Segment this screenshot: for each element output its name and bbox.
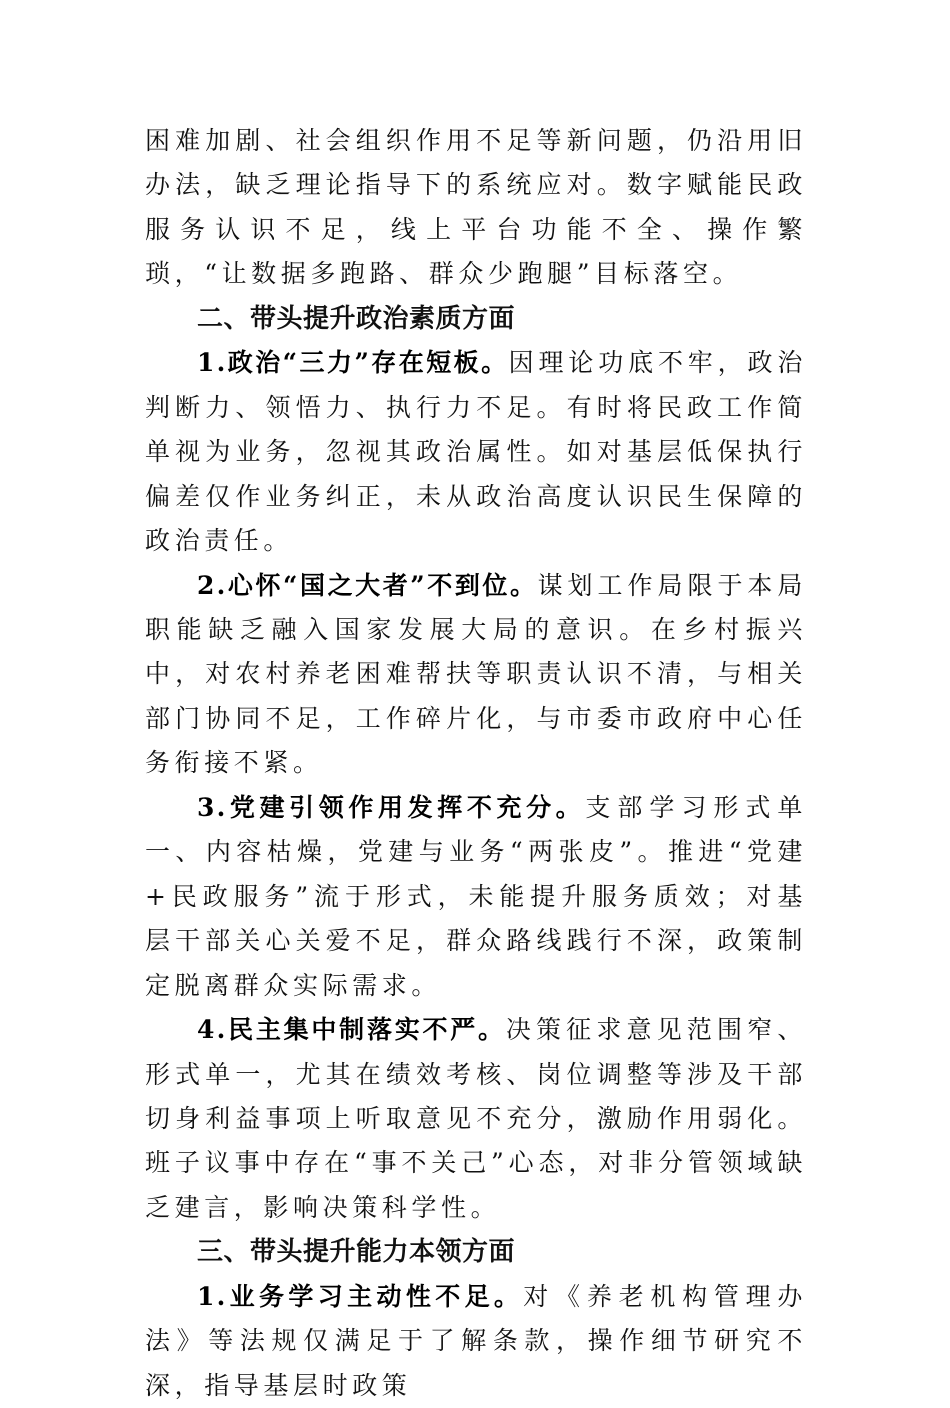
item-lead: 3.党建引领作用发挥不充分。 [197, 792, 586, 822]
item-lead: 4.民主集中制落实不严。 [197, 1015, 506, 1045]
item-paragraph [145, 1008, 807, 1230]
section-heading-political-quality: 二、带头提升政治素质方面 [197, 303, 516, 334]
item-lead: 1.政治“三力”存在短板。 [197, 348, 509, 378]
item-paragraph [145, 786, 807, 1008]
item-body: 对《养老机构管理办法》等法规仅满足于了解条款，操作细节研究不深，指导基层时政策 [145, 1281, 808, 1400]
document-page [145, 119, 807, 1408]
item-lead: 1.业务学习主动性不足。 [197, 1281, 524, 1311]
item-paragraph [145, 341, 807, 563]
item-paragraph [145, 564, 807, 786]
section-heading-capability: 三、带头提升能力本领方面 [197, 1237, 516, 1268]
item-body: 决策征求意见范围窄、形式单一，尤其在绩效考核、岗位调整等涉及干部切身利益事项上听取意见不充分，激励作用弱化。班子议事中存在“事不关己”心态，对非分管领域缺乏建言，影响决策科学性。 [145, 1015, 807, 1222]
item-body: 支部学习形式单一、内容枯燥，党建与业务“两张皮”。推进“党建+民政服务”流于形式，未能提升服务质效；对基层干部关心关爱不足，群众路线践行不深，政策制定脱离群众实际需求。 [145, 792, 808, 1000]
item-body: 谋划工作局限于本局职能缺乏融入国家发展大局的意识。在乡村振兴中，对农村养老困难帮扶等职责认识不清，与相关部门协同不足，工作碎片化，与市委市政府中心任务衔接不紧。 [145, 570, 807, 778]
intro-paragraph: 困难加剧、社会组织作用不足等新问题，仍沿用旧办法，缺乏理论指导下的系统应对。数字赋能民政服务认识不足，线上平台功能不全、操作繁琐，“让数据多跑路、群众少跑腿”目标落空。 [145, 126, 807, 289]
item-paragraph [145, 1275, 807, 1408]
item-body: 因理论功底不牢，政治判断力、领悟力、执行力不足。有时将民政工作简单视为业务，忽视其政治属性。如对基层低保执行偏差仅作业务纠正，未从政治高度认识民生保障的政治责任。 [145, 348, 807, 556]
item-lead: 2.心怀“国之大者”不到位。 [197, 570, 538, 600]
